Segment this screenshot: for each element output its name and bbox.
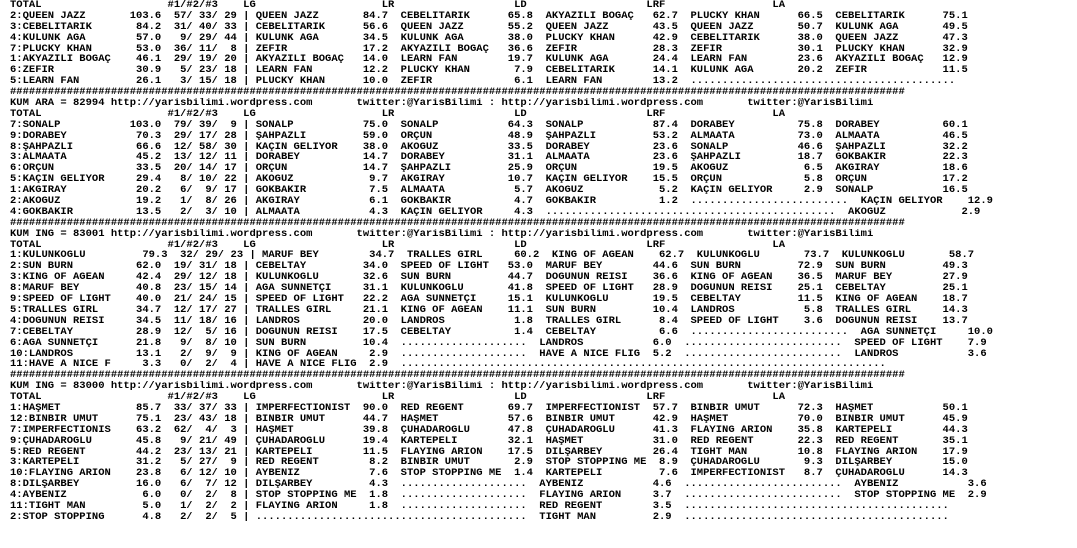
separator-line: ############################################################################################################################################## — [10, 217, 905, 229]
horse-row-line: 2:SUN BURN 62.0 19/ 31/ 18 | CEBELTAY 34.0 SPEED OF LIGHT 53.0 MARUF BEY 44.6 SUN BURN 72.9 SUN BURN 49.3 — [10, 261, 968, 273]
horse-row-line: 4:GÖKBAKIR 13.5 2/ 3/ 10 | ALMAATA 4.3 KAÇIN GELİYOR 4.3 .............................................. AKÖĞUZ 2.9 — [10, 206, 981, 218]
horse-row-line: 5:LEARN FAN 26.1 3/ 15/ 18 | PLUCKY KHAN 10.0 ZEFİR 6.1 LEARN FAN 13.2 .......................................... — [10, 76, 956, 88]
horse-row-line: 3:KARTEPELİ 31.2 5/ 27/ 9 | RED REGENT 8.2 BİNBİR UMUT 2.9 STOP STOPPING ME 8.9 ÇUHADAROĞLU 9.3 DİLŞARBEY 15.0 — [10, 457, 968, 469]
horse-row-line: 7:CEBELTAY 28.9 12/ 5/ 16 | DOĞUNUN REİSİ 17.5 CEBELTAY 1.4 CEBELTAY 6.6 ......................... AĞA SÜNNETÇİ 10.0 — [10, 326, 993, 338]
horse-row-line: 2:STOP STOPPING 4.8 2/ 2/ 5 | ........................................... TIGHT MAN 2.9 .......................................... — [10, 511, 949, 523]
horse-row-line: 8:MARUF BEY 40.8 23/ 15/ 14 | AĞA SÜNNETÇİ 31.1 KÜLÜNKOĞLU 41.8 SPEED OF LIGHT 28.9 DOĞUNUN REİSİ 25.1 CEBELTAY 25.1 — [10, 283, 968, 295]
column-header-line: TOTAL #1/#2/#3 LG LR LD LRF LA — [10, 0, 786, 11]
horse-row-line: 7:SONALP 103.0 79/ 39/ 9 | SONALP 75.0 SONALP 64.3 SONALP 87.4 DORABEY 75.8 DORABEY 60.1 — [10, 119, 968, 131]
horse-row-line: 3:CEBELİTARIK 84.2 31/ 40/ 33 | CEBELİTARIK 56.6 QUEEN JAZZ 55.2 QUEEN JAZZ 43.5 QUEEN JAZZ 50.7 KÜLÜNK AĞA 49.5 — [10, 21, 968, 33]
horse-row-line: 2:QUEEN JAZZ 103.6 57/ 33/ 29 | QUEEN JAZZ 84.7 CEBELİTARIK 65.8 AKYAZILI BOĞAÇ 62.7 PLUCKY KHAN 66.5 CEBELİTARIK 75.1 — [10, 10, 968, 22]
horse-row-line: 1:AKGIRAY 20.2 6/ 9/ 17 | GÖKBAKIR 7.5 ALMAATA 5.7 AKÖĞUZ 5.2 KAÇIN GELİYOR 2.9 SONALP 16.5 — [10, 185, 968, 197]
separator-line: ############################################################################################################################################## — [10, 87, 905, 99]
horse-row-line: 8:ŞAHPAZLI 66.6 12/ 58/ 30 | KAÇIN GELİYOR 38.0 AKÖĞUZ 33.5 DORABEY 23.6 SONALP 46.6 ŞAHPAZLI 32.2 — [10, 141, 968, 153]
section-header-line: KUM ARA = 82994 http://yarisbilimi.wordpress.com twitter:@YarisBilimi : http://yarisbilimi.wordpress.com twitter:@YarisBilimi — [10, 98, 874, 109]
horse-row-line: 9:ÇUHADAROĞLU 45.8 9/ 21/ 49 | ÇUHADAROĞLU 19.4 KARTEPELİ 32.1 HAŞMET 31.0 RED REGENT 22.3 RED REGENT 35.1 — [10, 435, 968, 447]
horse-row-line: 10:FLAYING ARION 23.8 6/ 12/ 10 | AYBENİZ 7.6 STOP STOPPING ME 1.4 KARTEPELİ 7.6 IMPERFECTIONIST 8.7 ÇUHADAROĞLU 14.3 — [10, 468, 968, 480]
section-header-line: KUM ING = 83000 http://yarisbilimi.wordpress.com twitter:@YarisBilimi : http://yarisbilimi.wordpress.com twitter:@YarisBilimi — [10, 381, 874, 393]
horse-row-line: 11:TIGHT MAN 5.0 1/ 2/ 2 | FLAYING ARION 1.8 .................... RED REGENT 3.5 .......................................... — [10, 500, 949, 512]
horse-row-line: 6:ZEFİR 30.9 5/ 23/ 18 | LEARN FAN 12.2 PLUCKY KHAN 7.9 CEBELİTARIK 14.1 KÜLÜNK AĞA 20.2 ZEFİR 11.5 — [10, 65, 968, 77]
horse-row-line: 3:ALMAATA 45.2 13/ 12/ 11 | DORABEY 14.7 DORABEY 31.1 ALMAATA 23.6 ŞAHPAZLI 18.7 GÖKBAKIR 22.3 — [10, 152, 968, 164]
horse-row-line: 12:BİNBİR UMUT 75.1 23/ 43/ 18 | BİNBİR UMUT 44.7 HAŞMET 57.6 BİNBİR UMUT 42.9 HAŞMET 70.0 BİNBİR UMUT 45.9 — [10, 413, 968, 425]
horse-row-line: 11:HAVE A NICE F 3.3 0/ 2/ 4 | HAVE A NICE FLIG 2.9 ............................................................................. — [10, 359, 886, 371]
horse-row-line: 7:IMPERFECTIONIS 63.2 62/ 4/ 3 | HAŞMET 39.8 ÇUHADAROĞLU 47.8 ÇUHADAROĞLU 41.3 FLAYING ARION 35.8 KARTEPELİ 44.3 — [10, 424, 968, 436]
horse-row-line: 6:ORÇUN 33.5 20/ 14/ 17 | ORÇUN 14.7 ŞAHPAZLI 25.9 ORÇUN 19.5 AKÖĞUZ 6.5 AKGIRAY 18.6 — [10, 163, 968, 175]
horse-row-line: 9:SPEED OF LIGHT 40.0 21/ 24/ 15 | SPEED OF LIGHT 22.2 AĞA SÜNNETÇİ 15.1 KÜLÜNKOĞLU 19.5 CEBELTAY 11.5 KING OF AGEAN 18.7 — [10, 294, 968, 305]
horse-row-line: 8:DİLŞARBEY 16.0 6/ 7/ 12 | DİLŞARBEY 4.3 .................... AYBENİZ 4.6 ......................... AYBENİZ 3.6 — [10, 479, 987, 491]
horse-row-line: 5:TRALLES GIRL 34.7 12/ 17/ 27 | TRALLES GIRL 21.1 KING OF AGEAN 11.1 SUN BURN 10.4 LANDROS 5.8 TRALLES GIRL 14.3 — [10, 304, 968, 316]
horse-row-line: 4:KÜLÜNK AĞA 57.0 9/ 29/ 44 | KÜLÜNK AĞA 34.5 KÜLÜNK AĞA 38.0 PLUCKY KHAN 42.9 CEBELİTARIK 38.0 QUEEN JAZZ 47.3 — [10, 32, 968, 44]
horse-row-line: 5:RED REGENT 44.2 23/ 13/ 21 | KARTEPELİ 11.5 FLAYING ARION 17.5 DİLŞARBEY 26.4 TIGHT MAN 10.8 FLAYING ARION 17.9 — [10, 446, 968, 458]
horse-row-line: 6:AĞA SÜNNETÇİ 21.8 9/ 8/ 10 | SUN BURN 10.4 .................... LANDROS 6.0 ......................... SPEED OF LIGHT 7.9 — [10, 337, 987, 349]
horse-row-line: 1:HAŞMET 85.7 33/ 37/ 33 | IMPERFECTIONIST 90.0 RED REGENT 69.7 IMPERFECTIONIST 57.7 BİNBİR UMUT 72.3 HAŞMET 50.1 — [10, 402, 968, 414]
column-header-line: TOTAL #1/#2/#3 LG LR LD LRF LA — [10, 392, 786, 403]
horse-row-line: 3:KING OF AGEAN 42.4 29/ 12/ 18 | KÜLÜNKOĞLU 32.6 SUN BURN 44.7 DOĞUNUN REİSİ 36.6 KING OF AGEAN 36.5 MARUF BEY 27.9 — [10, 272, 968, 284]
horse-row-line: 5:KAÇIN GELİYOR 29.4 8/ 10/ 22 | AKÖĞUZ 9.7 AKGIRAY 10.7 KAÇIN GELİYOR 15.5 ORÇUN 5.8 ORÇUN 17.2 — [10, 174, 968, 186]
horse-row-line: 7:PLUCKY KHAN 53.0 36/ 11/ 8 | ZEFİR 17.2 AKYAZILI BOĞAÇ 36.6 ZEFİR 28.3 ZEFİR 30.1 PLUCKY KHAN 32.9 — [10, 43, 968, 55]
separator-line: ############################################################################################################################################## — [10, 370, 905, 382]
column-header-line: TOTAL #1/#2/#3 LG LR LD LRF LA — [10, 108, 786, 120]
section-header-line: KUM ING = 83001 http://yarisbilimi.wordpress.com twitter:@YarisBilimi : http://yarisbilimi.wordpress.com twitter:@YarisBilimi — [10, 228, 874, 240]
horse-row-line: 2:AKÖĞUZ 19.2 1/ 8/ 26 | AKGIRAY 6.1 GÖKBAKIR 4.7 GÖKBAKIR 1.2 ......................... KAÇIN GELİYOR 12.9 — [10, 196, 993, 207]
horse-row-line: 4:DOĞUNUN REİSİ 34.5 11/ 18/ 16 | LANDROS 20.0 LANDROS 1.8 TRALLES GIRL 8.4 SPEED OF LIGHT 3.6 DOĞUNUN REİSİ 13.7 — [10, 315, 968, 327]
horse-row-line: 1:KÜLÜNKOĞLU 79.3 32/ 29/ 23 | MARUF BEY 34.7 TRALLES GIRL 60.2 KING OF AGEAN 62.7 KÜLÜNKOĞLU 73.7 KÜLÜNKOĞLU 58.7 — [10, 250, 975, 262]
horse-row-line: 4:AYBENİZ 6.0 0/ 2/ 8 | STOP STOPPING ME 1.8 .................... FLAYING ARION 3.7 ......................... STOP STOPPING ME 2.9 — [10, 490, 987, 501]
column-header-line: TOTAL #1/#2/#3 LG LR LD LRF LA — [10, 239, 786, 251]
horse-row-line: 1:AKYAZILI BOĞAÇ 46.1 29/ 19/ 20 | AKYAZILI BOĞAÇ 14.0 LEARN FAN 19.7 KÜLÜNK AĞA 24.4 LEARN FAN 23.6 AKYAZILI BOĞAÇ 12.9 — [10, 54, 968, 66]
horse-row-line: 9:DORABEY 70.3 29/ 17/ 28 | ŞAHPAZLI 59.0 ORÇUN 48.9 ŞAHPAZLI 53.2 ALMAATA 73.0 ALMAATA 46.5 — [10, 130, 968, 142]
horse-row-line: 10:LANDROS 13.1 2/ 9/ 9 | KING OF AGEAN 2.9 .................... HAVE A NICE FLIG 5.2 ......................... LANDROS 3.6 — [10, 348, 987, 360]
